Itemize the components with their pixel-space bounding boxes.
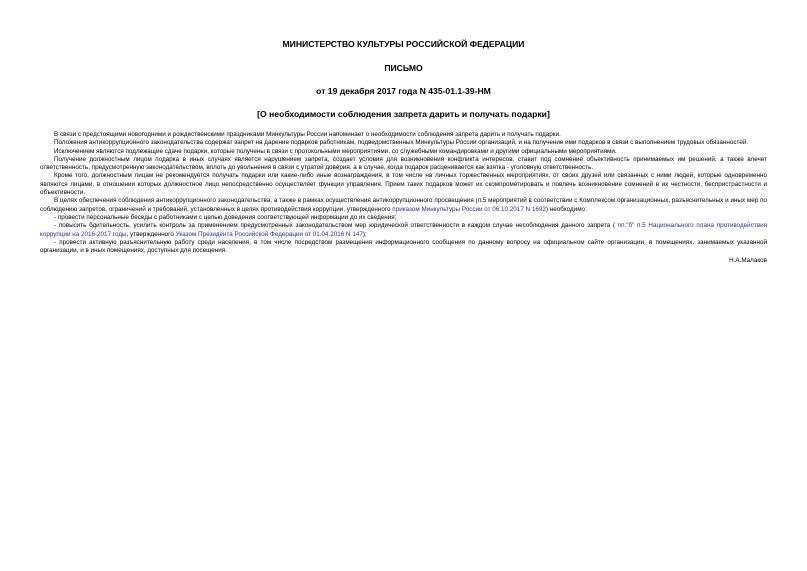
paragraph-6-text-a: В целях обеспечения соблюдения антикоррупционного законодательства, а также в рамках осуществления антикоррупционного просвещения (п.5 мероприятий в соответствии с Комплексом организационных, разъяснительных и иных мер по соблюдению запретов, ограничений и требований, установленных в целях противодействия коррупции, утвержденного xyxy=(40,197,767,213)
paragraph-8-text-a: - повысить бдительность, усилить контроль за применением предусмотренных законодательством мер юридической ответственности в каждом случае несоблюдения данного запрета ( xyxy=(54,222,618,230)
paragraph-9: - провести активную разъяснительную работу среди населения, в том числе посредством размещения информационного сообщения по данному вопросу на официальном сайте организации, в помещениях, занимаемых указанной организации, и в иных помещениях, доступных для посещения. xyxy=(40,238,767,255)
doc-type-heading: ПИСЬМО xyxy=(384,63,423,73)
national-plan-link[interactable]: пп."б" п.5 Национального плана противодействия коррупции на 2016-2017 годы xyxy=(40,222,767,238)
subject-heading: [О необходимости соблюдения запрета дарить и получать подарки] xyxy=(257,109,550,119)
paragraph-8-text-c: ); xyxy=(362,230,367,238)
paragraph-5: Кроме того, должностным лицам не рекомендуется получать подарки или какие-либо иные вознаграждения, в том числе на личных торжественных мероприятиях, от своих друзей или связанных с ними людей, которые одновременно являются лицами, в отношении которых должностное лицо непосредственно осуществляет функции управления. Прием таких подарков может их скомпрометировать и повлечь возникновение сомнений в их честности, беспристрастности и объективности. xyxy=(40,172,767,197)
paragraph-4: Получение должностным лицом подарка в иных случаях является нарушением запрета, создает условия для возникновения конфликта интересов, ставит под сомнение объективность принимаемых им решений, а также влечет ответственность, предусмотренную законодательством, вплоть до увольнения в связи с утратой доверия, а в случае, когда подарок расценивается как взятка - уголовную ответственность. xyxy=(40,155,767,172)
date-number-heading: от 19 декабря 2017 года N 435-01.1-39-НМ xyxy=(316,86,491,96)
presidential-decree-link[interactable]: Указом Президента Российской Федерации от 01.04.2016 N 147 xyxy=(175,230,363,238)
paragraph-3: Исключением являются подлежащие сдаче подарки, которые получены в связи с протокольными мероприятиями, со служебными командировками и другими официальными мероприятиями. xyxy=(54,147,617,155)
letter-body xyxy=(40,131,767,255)
paragraph-8 xyxy=(40,222,767,239)
paragraph-2: Положения антикоррупционного законодательства содержат запрет на дарение подарков работникам, подведомственных Минкультуры России организаций, и на получение ими подарков в связи с выполнением трудовых обязанностей. xyxy=(54,139,749,147)
ministry-heading: МИНИСТЕРСТВО КУЛЬТУРЫ РОССИЙСКОЙ ФЕДЕРАЦИИ xyxy=(282,39,525,49)
paragraph-7: - провести персональные беседы с работниками с целью доведения соответствующей информации до их сведения; xyxy=(54,213,397,221)
paragraph-6-text-b: ) необходимо: xyxy=(545,205,587,213)
paragraph-6 xyxy=(40,197,767,214)
order-1692-link[interactable]: приказом Минкультуры России от 06.10.2017 N 1692 xyxy=(392,205,546,213)
signature: Н.А.Малаков xyxy=(729,257,767,265)
paragraph-8-text-b: , утвержденного xyxy=(126,230,176,238)
paragraph-1: В связи с предстоящими новогодними и рождественскими праздниками Минкультуры России напоминает о необходимости соблюдения запрета дарить и получать подарки. xyxy=(54,131,561,138)
